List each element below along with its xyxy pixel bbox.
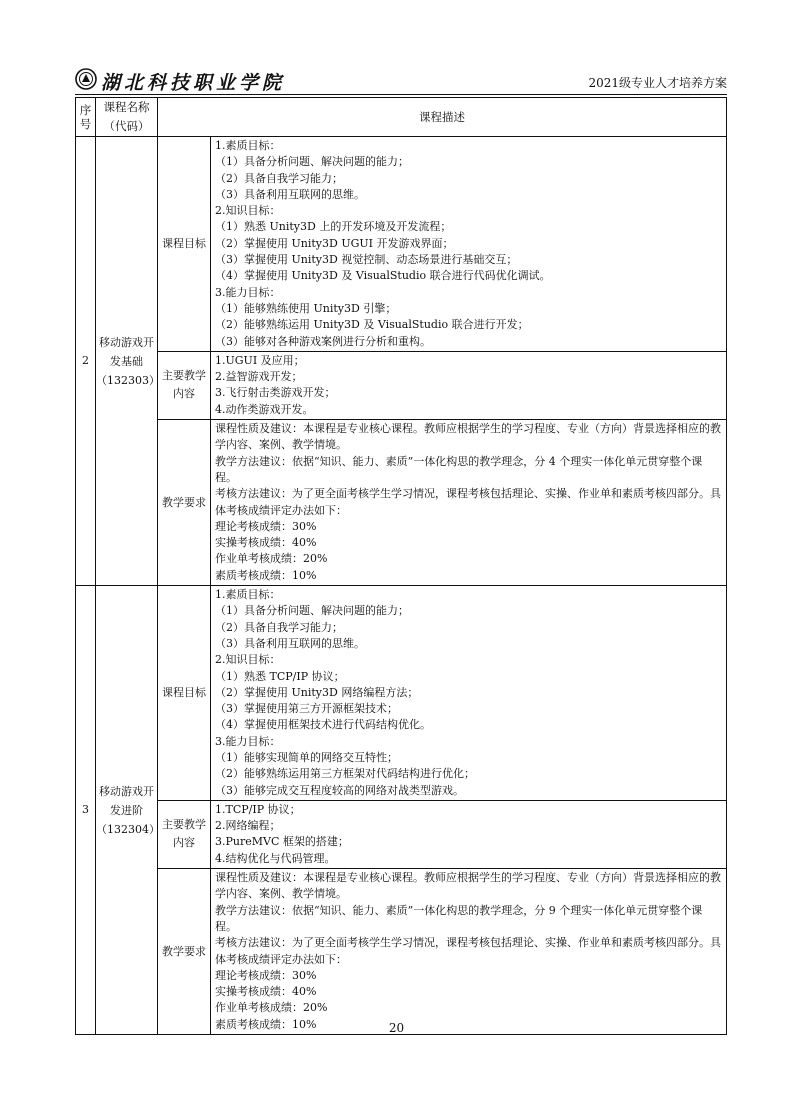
req-line: 实操考核成绩：40% bbox=[215, 985, 317, 999]
goal-line: （1）具备分析问题、解决问题的能力； bbox=[215, 604, 409, 618]
section-label-content: 主要教学内容 bbox=[158, 800, 211, 868]
course-num: 3 bbox=[76, 586, 96, 1035]
goal-line: （3）能够对各种游戏案例进行分析和重构。 bbox=[215, 334, 431, 348]
req-line: 素质考核成绩：10% bbox=[215, 568, 317, 582]
course-name: 移动游戏开发基础（132303） bbox=[96, 137, 158, 586]
goal-line: 1.素质目标： bbox=[215, 588, 281, 602]
table-row bbox=[76, 869, 727, 1035]
req-line: 理论考核成绩：30% bbox=[215, 968, 317, 982]
course-name: 移动游戏开发进阶（132304） bbox=[96, 586, 158, 1035]
goal-line: 2.知识目标： bbox=[215, 653, 281, 667]
content-line: 4.结构优化与代码管理。 bbox=[215, 851, 336, 865]
course-content bbox=[211, 800, 727, 868]
content-line: 2.网络编程； bbox=[215, 819, 281, 833]
content-line: 3.飞行射击类游戏开发； bbox=[215, 386, 336, 400]
req-paragraph: 教学方法建议：依据“知识、能力、素质”一体化构思的教学理念，分 9 个理实一体化单元贯穿整个课程。 bbox=[215, 903, 703, 933]
goal-line: （2）掌握使用 Unity3D UGUI 开发游戏界面； bbox=[215, 236, 454, 250]
req-line: 作业单考核成绩：20% bbox=[215, 552, 328, 566]
content-line: 4.动作类游戏开发。 bbox=[215, 402, 314, 416]
school-seal-icon bbox=[75, 68, 97, 90]
table-row bbox=[76, 420, 727, 586]
goal-line: 2.知识目标： bbox=[215, 204, 281, 218]
goal-line: （3）具备利用互联网的思维。 bbox=[215, 187, 365, 201]
req-paragraph: 课程性质及建议：本课程是专业核心课程。教师应根据学生的学习程度、专业（方向）背景选择相应的教学内容、案例、教学情境。 bbox=[215, 871, 721, 901]
req-line: 作业单考核成绩：20% bbox=[215, 1001, 328, 1015]
goal-line: （3）具备利用互联网的思维。 bbox=[215, 636, 365, 650]
content-line: 2.益智游戏开发； bbox=[215, 370, 303, 384]
goal-line: （3）能够完成交互程度较高的网络对战类型游戏。 bbox=[215, 783, 464, 797]
goal-line: （2）掌握使用 Unity3D 网络编程方法； bbox=[215, 685, 419, 699]
col-header-desc: 课程描述 bbox=[158, 98, 727, 137]
course-table bbox=[75, 97, 727, 1035]
goal-line: （1）具备分析问题、解决问题的能力； bbox=[215, 155, 409, 169]
table-row bbox=[76, 586, 727, 801]
course-goals bbox=[211, 137, 727, 352]
table-header-row bbox=[76, 98, 727, 137]
col-header-name: 课程名称（代码） bbox=[96, 98, 158, 137]
content-line: 1.TCP/IP 协议； bbox=[215, 802, 301, 816]
goal-line: （1）能够熟练使用 Unity3D 引擎； bbox=[215, 301, 397, 315]
goal-line: 1.素质目标： bbox=[215, 139, 281, 152]
course-num: 2 bbox=[76, 137, 96, 586]
section-label-content: 主要教学内容 bbox=[158, 351, 211, 419]
content-line: 1.UGUI 及应用； bbox=[215, 353, 305, 367]
req-line: 素质考核成绩：10% bbox=[215, 1017, 317, 1031]
req-line: 理论考核成绩：30% bbox=[215, 519, 317, 533]
goal-line: （2）能够熟练运用 Unity3D 及 VisualStudio 联合进行开发； bbox=[215, 318, 529, 332]
table-row bbox=[76, 351, 727, 419]
goal-line: 3.能力目标： bbox=[215, 734, 281, 748]
content-line: 3.PureMVC 框架的搭建； bbox=[215, 835, 349, 849]
goal-line: （4）掌握使用框架技术进行代码结构优化。 bbox=[215, 718, 431, 732]
course-content bbox=[211, 351, 727, 419]
section-label-requirements: 教学要求 bbox=[158, 869, 211, 1035]
course-requirements bbox=[211, 869, 727, 1035]
goal-line: （2）具备自我学习能力； bbox=[215, 620, 343, 634]
goal-line: （3）掌握使用 Unity3D 视觉控制、动态场景进行基础交互； bbox=[215, 253, 518, 267]
table-row bbox=[76, 137, 727, 352]
col-header-num: 序号 bbox=[76, 98, 96, 137]
goal-line: （1）熟悉 TCP/IP 协议； bbox=[215, 669, 345, 683]
table-row bbox=[76, 800, 727, 868]
goal-line: （4）掌握使用 Unity3D 及 VisualStudio 联合进行代码优化调试。 bbox=[215, 269, 551, 283]
req-line: 实操考核成绩：40% bbox=[215, 536, 317, 550]
document-title: 2021级专业人才培养方案 bbox=[588, 76, 727, 90]
course-goals bbox=[211, 586, 727, 801]
page-number: 20 bbox=[388, 1021, 405, 1035]
goal-line: （1）熟悉 Unity3D 上的开发环境及开发流程； bbox=[215, 220, 452, 234]
req-paragraph: 教学方法建议：依据“知识、能力、素质”一体化构思的教学理念，分 4 个理实一体化单元贯穿整个课程。 bbox=[215, 454, 703, 484]
page-header bbox=[75, 66, 727, 94]
goal-line: 3.能力目标： bbox=[215, 285, 281, 299]
section-label-goals: 课程目标 bbox=[158, 586, 211, 801]
section-label-requirements: 教学要求 bbox=[158, 420, 211, 586]
goal-line: （2）具备自我学习能力； bbox=[215, 171, 343, 185]
goal-line: （3）掌握使用第三方开源框架技术； bbox=[215, 702, 398, 716]
req-paragraph: 考核方法建议：为了更全面考核学生学习情况，课程考核包括理论、实操、作业单和素质考核四部分。具体考核成绩评定办法如下： bbox=[215, 487, 721, 517]
req-paragraph: 考核方法建议：为了更全面考核学生学习情况，课程考核包括理论、实操、作业单和素质考核四部分。具体考核成绩评定办法如下： bbox=[215, 936, 721, 966]
school-name: 湖北科技职业学院 bbox=[101, 72, 286, 94]
goal-line: （1）能够实现简单的网络交互特性； bbox=[215, 750, 398, 764]
req-paragraph: 课程性质及建议：本课程是专业核心课程。教师应根据学生的学习程度、专业（方向）背景选择相应的教学内容、案例、教学情境。 bbox=[215, 422, 721, 452]
course-requirements bbox=[211, 420, 727, 586]
section-label-goals: 课程目标 bbox=[158, 137, 211, 352]
goal-line: （2）能够熟练运用第三方框架对代码结构进行优化； bbox=[215, 767, 475, 781]
header-rule bbox=[75, 94, 727, 95]
